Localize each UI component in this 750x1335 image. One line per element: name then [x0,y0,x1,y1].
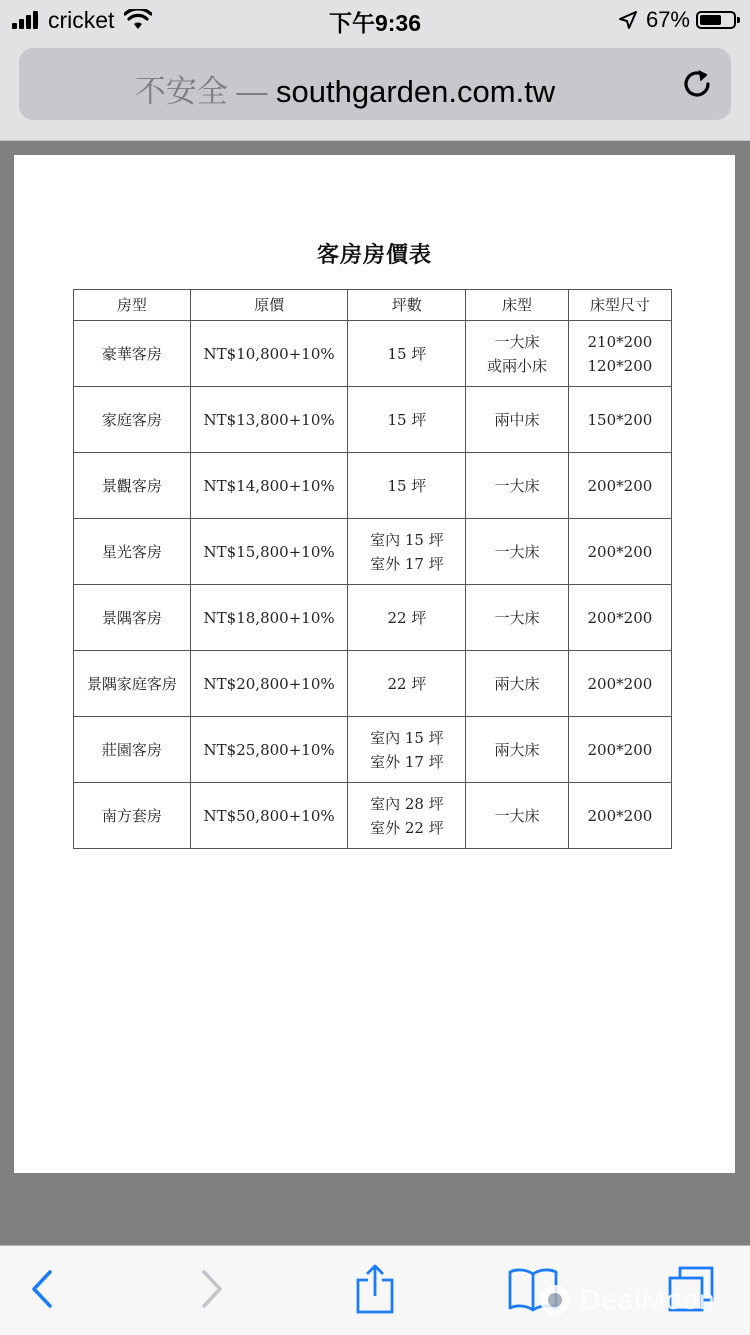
carrier-name: cricket [48,6,115,33]
cell-bed-size: 150*200 [568,387,671,453]
table-row [74,519,672,585]
column-header: 床型 [466,290,568,321]
back-icon[interactable] [18,1264,68,1314]
address-bar[interactable] [19,48,731,120]
cell-size: 22 坪 [348,651,466,717]
cell-price: NT$25,800+10% [190,717,348,783]
cell-type: 景觀客房 [74,453,191,519]
cell-price: NT$15,800+10% [190,519,348,585]
cell-type: 豪華客房 [74,321,191,387]
cell-bed-size: 200*200 [568,651,671,717]
battery-icon [696,11,736,29]
table-row [74,321,672,387]
dealmoon-logo-icon [540,1285,570,1315]
cell-type: 家庭客房 [74,387,191,453]
cell-price: NT$14,800+10% [190,453,348,519]
cell-type: 南方套房 [74,783,191,849]
watermark-text: DealMoon [580,1284,716,1315]
cell-type: 莊園客房 [74,717,191,783]
cell-price: NT$13,800+10% [190,387,348,453]
table-row [74,717,672,783]
document-page [14,155,735,1173]
cell-bed-size: 200*200 [568,519,671,585]
forward-icon[interactable] [186,1264,236,1314]
cell-size: 室內 15 坪 室外 17 坪 [348,717,466,783]
clock: 下午9:36 [328,10,422,36]
table-row [74,585,672,651]
cell-bed: 一大床 [466,783,568,849]
column-header: 坪數 [348,290,466,321]
share-icon[interactable] [350,1264,400,1314]
url-display[interactable] [19,66,671,111]
column-header: 床型尺寸 [568,290,671,321]
cell-type: 星光客房 [74,519,191,585]
cell-size: 室內 28 坪 室外 22 坪 [348,783,466,849]
cell-bed-size: 210*200 120*200 [568,321,671,387]
cell-bed: 一大床 [466,453,568,519]
cell-bed: 兩大床 [466,651,568,717]
cell-size: 15 坪 [348,321,466,387]
cell-price: NT$20,800+10% [190,651,348,717]
url-domain: southgarden.com.tw [276,74,556,109]
cell-bed-size: 200*200 [568,585,671,651]
cell-size: 15 坪 [348,387,466,453]
table-header-row [74,290,672,321]
cell-bed: 兩大床 [466,717,568,783]
cell-bed-size: 200*200 [568,717,671,783]
cell-size: 室內 15 坪 室外 17 坪 [348,519,466,585]
reload-icon[interactable] [679,66,715,102]
cell-type: 景隅家庭客房 [74,651,191,717]
cell-bed: 一大床 [466,585,568,651]
column-header: 房型 [74,290,191,321]
document-title: 客房房價表 [316,242,432,268]
battery-percentage: 67% [645,7,690,32]
cell-bed-size: 200*200 [568,783,671,849]
watermark [540,1280,716,1320]
cell-size: 15 坪 [348,453,466,519]
cell-bed: 一大床 [466,519,568,585]
cell-bed: 兩中床 [466,387,568,453]
table-row [74,783,672,849]
room-rate-table [73,289,672,849]
status-bar [0,0,750,40]
browser-address-area [0,40,750,141]
cell-price: NT$50,800+10% [190,783,348,849]
table-row [74,453,672,519]
column-header: 原價 [190,290,348,321]
cell-price: NT$10,800+10% [190,321,348,387]
table-row [74,387,672,453]
table-row [74,651,672,717]
location-arrow-icon [618,10,638,30]
url-separator: — [236,74,268,109]
cell-type: 景隅客房 [74,585,191,651]
cell-bed: 一大床 或兩小床 [466,321,568,387]
cell-size: 22 坪 [348,585,466,651]
cell-bed-size: 200*200 [568,453,671,519]
not-secure-label: 不安全 [134,74,228,109]
cell-price: NT$18,800+10% [190,585,348,651]
